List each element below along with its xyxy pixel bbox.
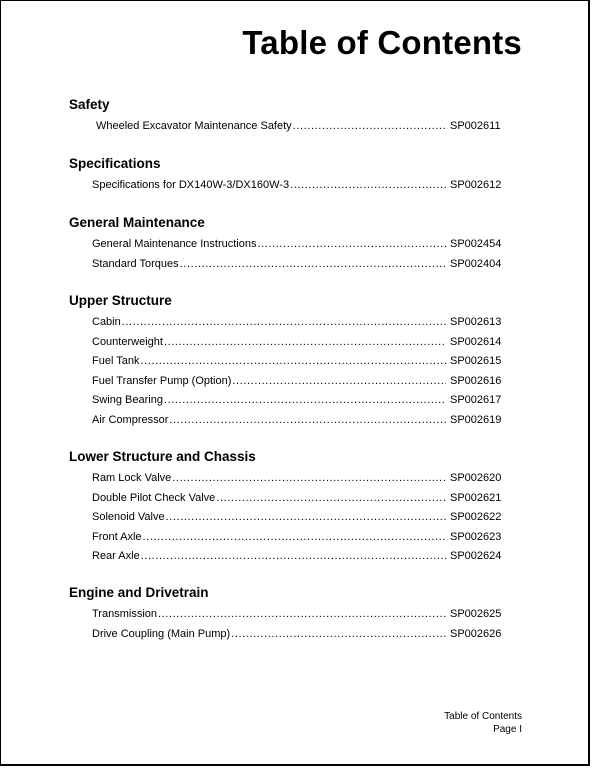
- section-upper-structure: [69, 292, 524, 430]
- toc-entry-code: SP002622: [450, 511, 502, 523]
- toc-entry-code: SP002611: [450, 120, 501, 132]
- toc-entry[interactable]: [69, 411, 524, 431]
- dot-leader: [290, 176, 446, 196]
- toc-entry[interactable]: [69, 235, 524, 255]
- toc-entry[interactable]: [69, 117, 524, 137]
- toc-entry-code: SP002620: [450, 472, 502, 484]
- toc-entry[interactable]: [69, 508, 524, 528]
- toc-entry-title: Fuel Transfer Pump (Option): [92, 374, 232, 387]
- dot-leader: [141, 547, 446, 567]
- toc-entry-title: General Maintenance Instructions: [92, 238, 257, 250]
- dot-leader: [232, 372, 446, 392]
- dot-leader: [166, 508, 446, 528]
- toc-entry-code: SP002454: [450, 238, 502, 250]
- toc-entry-code: SP002615: [450, 355, 502, 367]
- toc-entry-title: Rear Axle: [92, 550, 140, 562]
- dot-leader: [164, 391, 446, 411]
- toc-entry[interactable]: [69, 547, 524, 567]
- toc-entry[interactable]: [69, 605, 524, 625]
- toc-entry-code: SP002626: [450, 627, 502, 640]
- dot-leader: [231, 625, 446, 645]
- toc-entry-title: Specifications for DX140W-3/DX160W-3: [92, 179, 290, 191]
- section-heading: Safety: [69, 97, 110, 112]
- section-heading: Lower Structure and Chassis: [69, 449, 256, 464]
- toc-entry-title: Front Axle: [92, 530, 142, 543]
- toc-entry-title: Swing Bearing: [92, 394, 163, 406]
- section-engine-and-drivetrain: [69, 584, 524, 644]
- toc-entry-title: Air Compressor: [92, 413, 169, 426]
- toc-entry-title: Solenoid Valve: [92, 511, 165, 523]
- footer-doc-title: Table of Contents: [444, 711, 522, 722]
- toc-entry-code: SP002621: [450, 491, 502, 504]
- dot-leader: [141, 352, 447, 372]
- toc-entry-title: Drive Coupling (Main Pump): [92, 627, 231, 640]
- toc-entry[interactable]: [69, 333, 524, 353]
- dot-leader: [164, 333, 446, 353]
- section-general-maintenance: [69, 214, 524, 274]
- dot-leader: [158, 605, 446, 625]
- toc-entry[interactable]: [69, 255, 524, 275]
- section-heading: Engine and Drivetrain: [69, 585, 209, 600]
- toc-entry[interactable]: [69, 176, 524, 196]
- toc-entry-title: Double Pilot Check Valve: [92, 491, 216, 504]
- dot-leader: [169, 411, 446, 431]
- toc-entry[interactable]: [69, 372, 524, 392]
- dot-leader: [257, 235, 446, 255]
- toc-entry[interactable]: [69, 625, 524, 645]
- toc-entry[interactable]: [69, 469, 524, 489]
- toc-entry-code: SP002612: [450, 179, 502, 191]
- toc-entry-title: Cabin: [92, 316, 121, 328]
- section-safety: [69, 96, 524, 137]
- page-title: Table of Contents: [242, 24, 522, 61]
- dot-leader: [122, 313, 446, 333]
- toc-entry[interactable]: [69, 391, 524, 411]
- toc-entry-code: SP002614: [450, 335, 502, 348]
- section-specifications: [69, 155, 524, 196]
- toc-entry[interactable]: [69, 489, 524, 509]
- toc-entry-title: Transmission: [92, 608, 157, 620]
- dot-leader: [172, 469, 446, 489]
- section-heading: General Maintenance: [69, 215, 205, 230]
- toc-entry-code: SP002617: [450, 394, 502, 406]
- toc-entry-code: SP002623: [450, 530, 502, 543]
- toc-entry-code: SP002613: [450, 316, 502, 328]
- dot-leader: [293, 117, 446, 137]
- dot-leader: [180, 255, 446, 275]
- toc-entry-code: SP002404: [450, 257, 502, 270]
- toc-entry-title: Ram Lock Valve: [92, 472, 172, 484]
- section-heading: Upper Structure: [69, 293, 172, 308]
- toc-entry[interactable]: [69, 352, 524, 372]
- toc-entry[interactable]: [69, 528, 524, 548]
- toc-entry-title: Standard Torques: [92, 257, 179, 270]
- section-lower-structure-and-chassis: [69, 448, 524, 567]
- section-heading: Specifications: [69, 156, 161, 171]
- toc-entry-code: SP002616: [450, 374, 502, 387]
- toc-entry-title: Counterweight: [92, 335, 163, 348]
- toc-entry-title: Wheeled Excavator Maintenance Safety: [96, 120, 292, 132]
- dot-leader: [143, 528, 446, 548]
- footer-page-number: Page I: [493, 724, 522, 735]
- toc-entry[interactable]: [69, 313, 524, 333]
- toc-entry-code: SP002624: [450, 550, 502, 562]
- toc-entry-code: SP002619: [450, 413, 502, 426]
- dot-leader: [216, 489, 446, 509]
- toc-entry-title: Fuel Tank: [92, 355, 140, 367]
- page-footer: [444, 710, 522, 736]
- toc-entry-code: SP002625: [450, 608, 502, 620]
